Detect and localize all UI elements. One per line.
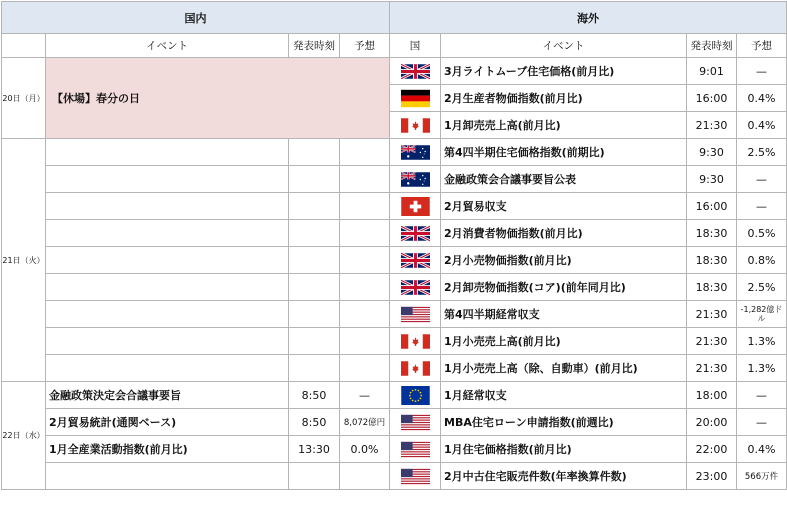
domestic-event	[46, 355, 289, 382]
holiday-cell: 【休場】春分の日	[46, 58, 390, 139]
flag-eu-icon	[390, 382, 441, 409]
table-row	[2, 193, 787, 220]
overseas-event: 第4四半期住宅価格指数(前期比)	[441, 139, 687, 166]
overseas-time: 20:00	[687, 409, 737, 436]
overseas-forecast: 2.5%	[737, 274, 787, 301]
overseas-event: 2月小売物価指数(前月比)	[441, 247, 687, 274]
overseas-time: 21:30	[687, 328, 737, 355]
domestic-event	[46, 139, 289, 166]
domestic-event	[46, 463, 289, 490]
domestic-event	[46, 328, 289, 355]
overseas-forecast: 0.4%	[737, 112, 787, 139]
overseas-event: 3月ライトムーブ住宅価格(前月比)	[441, 58, 687, 85]
domestic-section-header: 国内	[2, 2, 390, 34]
overseas-time: 21:30	[687, 301, 737, 328]
domestic-forecast: 8,072億円	[340, 409, 390, 436]
overseas-event: 2月消費者物価指数(前月比)	[441, 220, 687, 247]
flag-uk-icon	[390, 220, 441, 247]
overseas-time: 9:30	[687, 166, 737, 193]
domestic-event: 金融政策決定会合議事要旨	[46, 382, 289, 409]
overseas-section-header: 海外	[390, 2, 787, 34]
overseas-time: 9:30	[687, 139, 737, 166]
overseas-time: 18:30	[687, 247, 737, 274]
flag-au-icon	[390, 139, 441, 166]
flag-us-icon	[390, 463, 441, 490]
overseas-time: 22:00	[687, 436, 737, 463]
overseas-forecast: 566万件	[737, 463, 787, 490]
table-row	[2, 436, 787, 463]
overseas-event: 2月貿易収支	[441, 193, 687, 220]
overseas-forecast: 0.4%	[737, 436, 787, 463]
overseas-forecast: —	[737, 58, 787, 85]
overseas-event: 2月中古住宅販売件数(年率換算件数)	[441, 463, 687, 490]
overseas-event: 1月小売売上高(前月比)	[441, 328, 687, 355]
overseas-time: 18:30	[687, 274, 737, 301]
overseas-event: 第4四半期経常収支	[441, 301, 687, 328]
overseas-forecast: 0.4%	[737, 85, 787, 112]
country-column-header: 国	[390, 34, 441, 58]
overseas-forecast: 0.8%	[737, 247, 787, 274]
domestic-event	[46, 166, 289, 193]
date-cell: 22日（水）	[2, 382, 46, 490]
overseas-forecast: 1.3%	[737, 328, 787, 355]
domestic-time: 8:50	[289, 382, 340, 409]
domestic-time: 8:50	[289, 409, 340, 436]
overseas-time: 21:30	[687, 355, 737, 382]
economic-calendar-table	[1, 1, 787, 490]
domestic-time: 13:30	[289, 436, 340, 463]
overseas-event: 金融政策会合議事要旨公表	[441, 166, 687, 193]
overseas-time-column-header: 発表時刻	[687, 34, 737, 58]
flag-ca-icon	[390, 328, 441, 355]
overseas-event: 1月経常収支	[441, 382, 687, 409]
overseas-event-column-header: イベント	[441, 34, 687, 58]
domestic-event	[46, 247, 289, 274]
table-row	[2, 355, 787, 382]
domestic-forecast: 0.0%	[340, 436, 390, 463]
overseas-forecast: —	[737, 409, 787, 436]
overseas-event: MBA住宅ローン申請指数(前週比)	[441, 409, 687, 436]
flag-au-icon	[390, 166, 441, 193]
table-row	[2, 409, 787, 436]
domestic-event	[46, 193, 289, 220]
overseas-forecast: —	[737, 166, 787, 193]
table-row	[2, 301, 787, 328]
overseas-forecast: 0.5%	[737, 220, 787, 247]
overseas-forecast: 1.3%	[737, 355, 787, 382]
domestic-time-column-header: 発表時刻	[289, 34, 340, 58]
table-row	[2, 328, 787, 355]
flag-ca-icon	[390, 112, 441, 139]
overseas-event: 2月生産者物価指数(前月比)	[441, 85, 687, 112]
domestic-event	[46, 301, 289, 328]
flag-uk-icon	[390, 247, 441, 274]
domestic-forecast: —	[340, 382, 390, 409]
flag-us-icon	[390, 409, 441, 436]
table-row	[2, 166, 787, 193]
overseas-time: 9:01	[687, 58, 737, 85]
flag-uk-icon	[390, 58, 441, 85]
domestic-event: 1月全産業活動指数(前月比)	[46, 436, 289, 463]
overseas-forecast: —	[737, 193, 787, 220]
overseas-event: 1月卸売売上高(前月比)	[441, 112, 687, 139]
overseas-time: 23:00	[687, 463, 737, 490]
table-row	[2, 382, 787, 409]
date-cell: 20日（月）	[2, 58, 46, 139]
table-row	[2, 463, 787, 490]
overseas-forecast: 2.5%	[737, 139, 787, 166]
overseas-time: 18:30	[687, 220, 737, 247]
date-cell: 21日（火）	[2, 139, 46, 382]
overseas-event: 1月小売売上高（除、自動車）(前月比)	[441, 355, 687, 382]
domestic-event-column-header: イベント	[46, 34, 289, 58]
domestic-event: 2月貿易統計(通関ベース)	[46, 409, 289, 436]
table-row	[2, 220, 787, 247]
flag-ch-icon	[390, 193, 441, 220]
overseas-event: 2月卸売物価指数(コア)(前年同月比)	[441, 274, 687, 301]
overseas-event: 1月住宅価格指数(前月比)	[441, 436, 687, 463]
table-row	[2, 58, 787, 85]
table-row	[2, 274, 787, 301]
flag-de-icon	[390, 85, 441, 112]
date-column-header	[2, 34, 46, 58]
overseas-time: 16:00	[687, 85, 737, 112]
overseas-forecast: -1,282億ドル	[737, 301, 787, 328]
flag-us-icon	[390, 436, 441, 463]
overseas-time: 21:30	[687, 112, 737, 139]
flag-us-icon	[390, 301, 441, 328]
overseas-time: 18:00	[687, 382, 737, 409]
overseas-forecast-column-header: 予想	[737, 34, 787, 58]
domestic-event	[46, 274, 289, 301]
table-row	[2, 139, 787, 166]
table-row	[2, 247, 787, 274]
flag-uk-icon	[390, 274, 441, 301]
overseas-forecast: —	[737, 382, 787, 409]
flag-ca-icon	[390, 355, 441, 382]
domestic-forecast-column-header: 予想	[340, 34, 390, 58]
domestic-event	[46, 220, 289, 247]
overseas-time: 16:00	[687, 193, 737, 220]
